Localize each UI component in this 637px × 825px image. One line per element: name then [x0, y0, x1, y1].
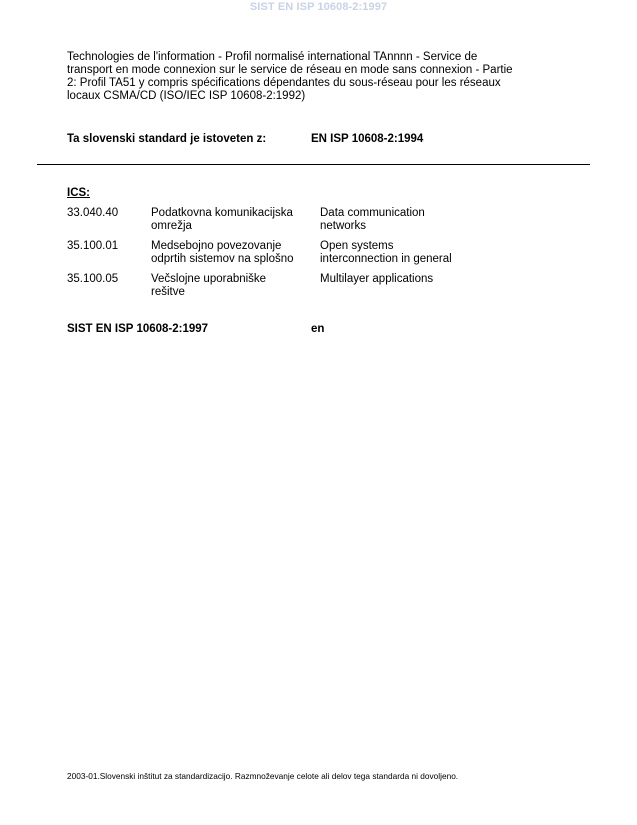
description-line: omrežja: [151, 220, 192, 232]
description-line: Open systems: [320, 240, 394, 252]
title-line: locaux CSMA/CD (ISO/IEC ISP 10608-2:1992): [67, 90, 306, 102]
ics-code: 35.100.01: [67, 240, 119, 252]
title-line: 2: Profil TA51 y compris spécifications dépendantes du sous-réseau pour les réseaux: [67, 77, 501, 89]
ics-heading: ICS:: [67, 187, 90, 199]
title-line: transport en mode connexion sur le service de réseau en mode sans connexion - Partie: [67, 64, 513, 76]
identity-value: EN ISP 10608-2:1994: [311, 133, 424, 145]
standard-language: en: [311, 323, 325, 335]
description-line: Podatkovna komunikacijska: [151, 207, 293, 219]
description-line: interconnection in general: [320, 253, 452, 265]
ics-table: [67, 207, 527, 306]
description-line: odprtih sistemov na splošno: [151, 253, 294, 265]
description-line: Medsebojno povezovanje: [151, 240, 282, 252]
table-row: [67, 240, 527, 273]
horizontal-rule: [37, 164, 590, 165]
ics-code: 35.100.05: [67, 273, 119, 285]
document-title: [67, 51, 567, 103]
ics-english-description: [320, 240, 527, 273]
ics-slovenian-description: [151, 207, 320, 240]
description-line: Multilayer applications: [320, 273, 434, 285]
ics-slovenian-description: [151, 273, 320, 306]
table-row: [67, 207, 527, 240]
header-watermark: SIST EN ISP 10608-2:1997: [249, 1, 388, 13]
table-row: [67, 273, 527, 306]
ics-english-description: [320, 273, 527, 306]
standard-code: SIST EN ISP 10608-2:1997: [67, 323, 209, 335]
description-line: Data communication: [320, 207, 425, 219]
description-line: rešitve: [151, 286, 185, 298]
identity-label: Ta slovenski standard je istoveten z:: [67, 133, 267, 145]
ics-code: 33.040.40: [67, 207, 119, 219]
copyright-footer: 2003-01.Slovenski inštitut za standardizacijo. Razmnoževanje celote ali delov tega standarda ni dovoljeno.: [67, 771, 459, 781]
description-line: Večslojne uporabniške: [151, 273, 267, 285]
ics-english-description: [320, 207, 527, 240]
description-line: networks: [320, 220, 367, 232]
title-line: Technologies de l'information - Profil normalisé international TAnnnn - Service de: [67, 51, 478, 63]
ics-slovenian-description: [151, 240, 320, 273]
